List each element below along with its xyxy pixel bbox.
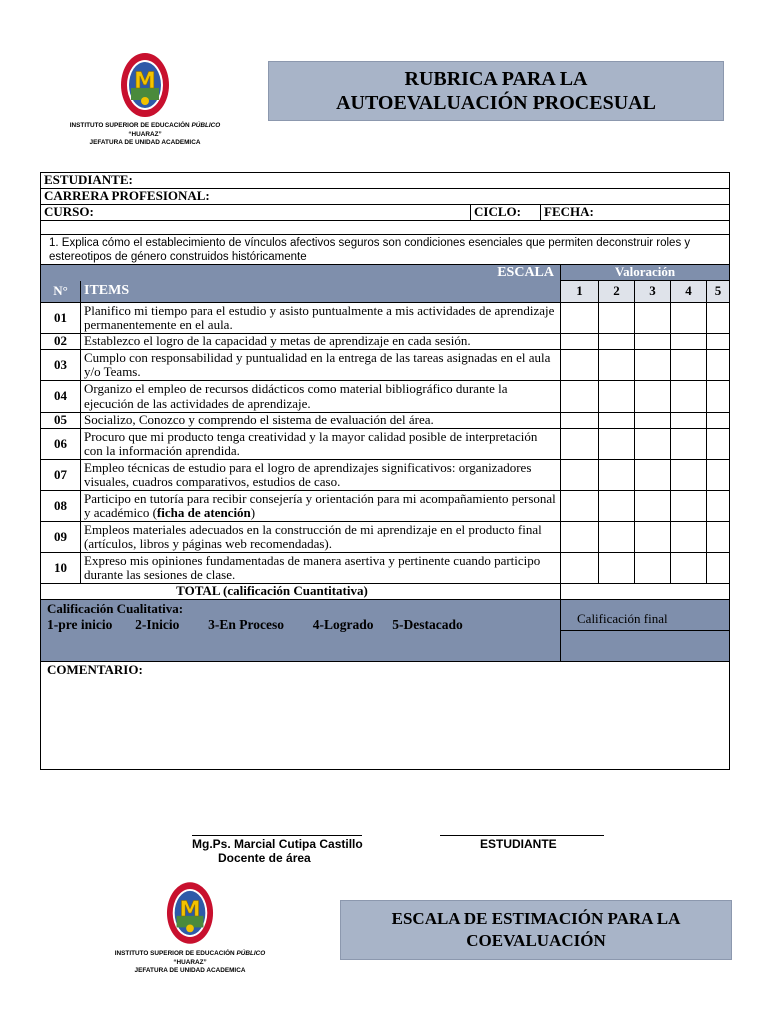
score-cell[interactable] bbox=[635, 334, 671, 350]
institute-name: INSTITUTO SUPERIOR DE EDUCACIÓN PÚBLICO bbox=[69, 122, 221, 129]
scale-level-4: 4-Logrado bbox=[312, 616, 374, 632]
item-text: Participo en tutoría para recibir consejería y orientación para mi acompañamiento personal y académico (ficha de atención) bbox=[81, 491, 561, 522]
institute-city: “HUARAZ” bbox=[173, 958, 207, 966]
level-5-header: 5 bbox=[707, 281, 730, 303]
score-cell[interactable] bbox=[635, 381, 671, 413]
criterion-row bbox=[41, 235, 730, 265]
n-header: N° bbox=[41, 281, 81, 303]
score-cell[interactable] bbox=[635, 303, 671, 334]
comment-row bbox=[41, 661, 730, 769]
score-cell[interactable] bbox=[561, 460, 599, 491]
escala-label: ESCALA bbox=[497, 264, 554, 280]
score-cell[interactable] bbox=[707, 491, 730, 522]
item-text: Empleo técnicas de estudio para el logro de aprendizajes significativos: organizadores visuales, cuadros comparativos, estudios de caso. bbox=[81, 460, 561, 491]
score-cell[interactable] bbox=[561, 491, 599, 522]
career-field[interactable]: CARRERA PROFESIONAL: bbox=[41, 189, 730, 205]
teacher-signature-line bbox=[192, 835, 362, 836]
level-1-header: 1 bbox=[561, 281, 599, 303]
score-cell[interactable] bbox=[599, 460, 635, 491]
score-cell[interactable] bbox=[707, 522, 730, 553]
score-cell[interactable] bbox=[599, 381, 635, 413]
score-cell[interactable] bbox=[635, 350, 671, 381]
item-text: Expreso mis opiniones fundamentadas de manera asertiva y pertinente cuando participo durante las sesiones de clase. bbox=[81, 553, 561, 584]
institute-seal-icon bbox=[120, 52, 170, 118]
total-value[interactable] bbox=[561, 584, 730, 600]
item-text: Organizo el empleo de recursos didácticos como material bibliográfico durante la ejecución de las actividades de aprendizaje. bbox=[81, 381, 561, 413]
table-row: 01 Planifico mi tiempo para el estudio y asisto puntualmente a mis actividades de aprendizaje permanentemente en el aula. bbox=[41, 303, 730, 334]
comment-field[interactable]: COMENTARIO: bbox=[41, 661, 730, 769]
score-cell[interactable] bbox=[635, 522, 671, 553]
score-cell[interactable] bbox=[707, 303, 730, 334]
score-cell[interactable] bbox=[707, 413, 730, 429]
table-row: 05 Socializo, Conozco y comprendo el sistema de evaluación del área. bbox=[41, 413, 730, 429]
student-row bbox=[41, 173, 730, 189]
rubric-table bbox=[40, 172, 730, 770]
score-cell[interactable] bbox=[707, 460, 730, 491]
level-4-header: 4 bbox=[671, 281, 707, 303]
score-cell[interactable] bbox=[707, 350, 730, 381]
item-text: Establezco el logro de la capacidad y metas de aprendizaje en cada sesión. bbox=[81, 334, 561, 350]
student-signature-line bbox=[440, 835, 604, 836]
score-cell[interactable] bbox=[635, 413, 671, 429]
score-cell[interactable] bbox=[671, 553, 707, 584]
scale-level-5: 5-Destacado bbox=[392, 616, 463, 632]
score-cell[interactable] bbox=[561, 429, 599, 460]
student-signature-label: ESTUDIANTE bbox=[480, 837, 557, 851]
qualitative-scale bbox=[41, 599, 561, 661]
score-cell[interactable] bbox=[671, 350, 707, 381]
item-text: Empleos materiales adecuados en la construcción de mi aprendizaje en el producto final (artículos, libros y páginas web recomendadas). bbox=[81, 522, 561, 553]
score-cell[interactable] bbox=[599, 303, 635, 334]
score-cell[interactable] bbox=[635, 553, 671, 584]
table-row: 04 Organizo el empleo de recursos didácticos como material bibliográfico durante la ejecución de las actividades de aprendizaje. bbox=[41, 381, 730, 413]
page-title: RUBRICA PARA LA AUTOEVALUACIÓN PROCESUAL bbox=[268, 61, 724, 121]
score-cell[interactable] bbox=[561, 413, 599, 429]
score-cell[interactable] bbox=[671, 522, 707, 553]
score-cell[interactable] bbox=[707, 334, 730, 350]
items-header: ITEMS bbox=[81, 281, 561, 303]
score-cell[interactable] bbox=[707, 429, 730, 460]
svg-text:M: M bbox=[179, 895, 201, 921]
teacher-role: Docente de área bbox=[218, 851, 311, 865]
table-header-top bbox=[41, 265, 730, 281]
score-cell[interactable] bbox=[599, 334, 635, 350]
institute-logo-block-bottom bbox=[105, 880, 275, 976]
item-text: Planifico mi tiempo para el estudio y asisto puntualmente a mis actividades de aprendizaje permanentemente en el aula. bbox=[81, 303, 561, 334]
table-row: 06 Procuro que mi producto tenga creatividad y la mayor calidad posible de interpretación con la información aprendida. bbox=[41, 429, 730, 460]
total-row bbox=[41, 584, 730, 600]
final-grade-label: Calificación final bbox=[561, 599, 730, 630]
score-cell[interactable] bbox=[635, 429, 671, 460]
total-label: TOTAL (calificación Cuantitativa) bbox=[41, 584, 561, 600]
item-text: Procuro que mi producto tenga creatividad y la mayor calidad posible de interpretación con la información aprendida. bbox=[81, 429, 561, 460]
criterion-text: 1. Explica cómo el establecimiento de vínculos afectivos seguros son condiciones esenciales que permiten deconstruir roles y estereotipos de género construidos históricamente bbox=[41, 235, 730, 265]
score-cell[interactable] bbox=[635, 491, 671, 522]
score-cell[interactable] bbox=[599, 553, 635, 584]
score-cell[interactable] bbox=[561, 522, 599, 553]
course-row bbox=[41, 205, 730, 221]
table-header-bottom bbox=[41, 281, 730, 303]
table-row: 08 Participo en tutoría para recibir consejería y orientación para mi acompañamiento personal y académico (ficha de atención) bbox=[41, 491, 730, 522]
score-cell[interactable] bbox=[599, 413, 635, 429]
table-row: 02 Establezco el logro de la capacidad y metas de aprendizaje en cada sesión. bbox=[41, 334, 730, 350]
teacher-name: Mg.Ps. Marcial Cutipa Castillo bbox=[192, 837, 363, 851]
table-row: 03 Cumplo con responsabilidad y puntualidad en la entrega de las tareas asignadas en el aula y/o Teams. bbox=[41, 350, 730, 381]
final-grade-value[interactable] bbox=[561, 630, 730, 661]
score-cell[interactable] bbox=[671, 429, 707, 460]
item-text: Cumplo con responsabilidad y puntualidad en la entrega de las tareas asignadas en el aula y/o Teams. bbox=[81, 350, 561, 381]
institute-name: INSTITUTO SUPERIOR DE EDUCACIÓN PÚBLICO bbox=[114, 950, 266, 957]
score-cell[interactable] bbox=[561, 303, 599, 334]
score-cell[interactable] bbox=[599, 429, 635, 460]
table-row: 09 Empleos materiales adecuados en la construcción de mi aprendizaje en el producto final (artículos, libros y páginas web recomendadas). bbox=[41, 522, 730, 553]
score-cell[interactable] bbox=[599, 491, 635, 522]
cycle-field[interactable]: CICLO: bbox=[471, 205, 541, 221]
score-cell[interactable] bbox=[561, 350, 599, 381]
score-cell[interactable] bbox=[561, 553, 599, 584]
course-field[interactable]: CURSO: bbox=[41, 205, 471, 221]
institute-unit: JEFATURA DE UNIDAD ACADEMICA bbox=[134, 967, 246, 974]
level-3-header: 3 bbox=[635, 281, 671, 303]
qualitative-row bbox=[41, 599, 730, 630]
institute-seal-icon bbox=[166, 880, 214, 946]
institute-city: “HUARAZ” bbox=[128, 130, 162, 138]
valoracion-label: Valoración bbox=[561, 265, 730, 281]
score-cell[interactable] bbox=[671, 491, 707, 522]
coevaluation-title: ESCALA DE ESTIMACIÓN PARA LA COEVALUACIÓN bbox=[340, 900, 732, 960]
score-cell[interactable] bbox=[599, 350, 635, 381]
score-cell[interactable] bbox=[561, 381, 599, 413]
score-cell[interactable] bbox=[561, 334, 599, 350]
date-field[interactable]: FECHA: bbox=[541, 205, 730, 221]
score-cell[interactable] bbox=[671, 413, 707, 429]
score-cell[interactable] bbox=[635, 460, 671, 491]
institute-unit: JEFATURA DE UNIDAD ACADEMICA bbox=[89, 139, 201, 146]
score-cell[interactable] bbox=[707, 381, 730, 413]
item-text: Socializo, Conozco y comprendo el sistema de evaluación del área. bbox=[81, 413, 561, 429]
institute-logo-block bbox=[60, 52, 230, 148]
spacer-row bbox=[41, 221, 730, 235]
table-row: 07 Empleo técnicas de estudio para el logro de aprendizajes significativos: organizadores visuales, cuadros comparativos, estudios de caso. bbox=[41, 460, 730, 491]
score-cell[interactable] bbox=[671, 381, 707, 413]
score-cell[interactable] bbox=[671, 303, 707, 334]
career-row bbox=[41, 189, 730, 205]
svg-text:M: M bbox=[134, 69, 156, 94]
score-cell[interactable] bbox=[707, 553, 730, 584]
scale-level-3: 3-En Proceso bbox=[208, 616, 285, 632]
level-2-header: 2 bbox=[599, 281, 635, 303]
scale-level-2: 2-Inicio bbox=[135, 616, 180, 632]
score-cell[interactable] bbox=[671, 334, 707, 350]
score-cell[interactable] bbox=[671, 460, 707, 491]
scale-level-1: 1-pre inicio bbox=[47, 616, 113, 632]
qualitative-label: Calificación Cualitativa: bbox=[47, 600, 184, 616]
table-row: 10 Expreso mis opiniones fundamentadas de manera asertiva y pertinente cuando participo durante las sesiones de clase. bbox=[41, 553, 730, 584]
student-field[interactable]: ESTUDIANTE: bbox=[41, 173, 730, 189]
score-cell[interactable] bbox=[599, 522, 635, 553]
